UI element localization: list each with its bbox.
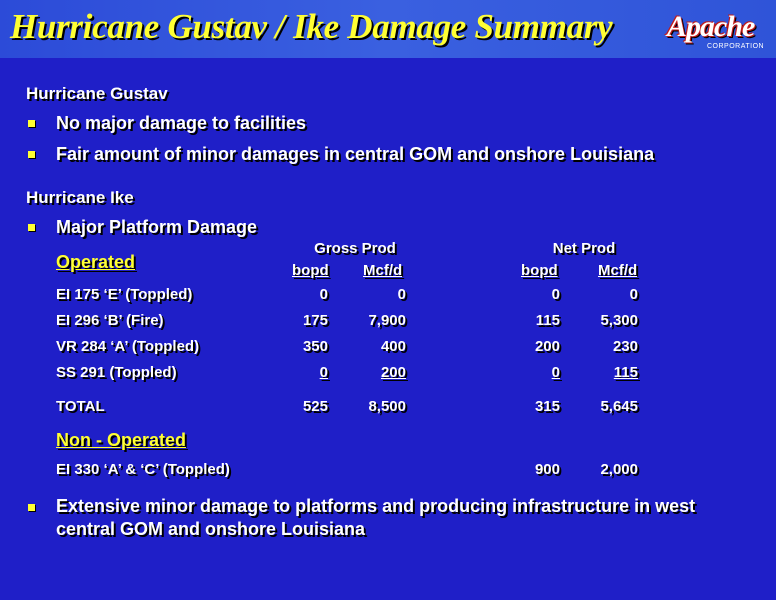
ike-heading: Hurricane Ike [26, 188, 134, 207]
col-gross-bopd: bopd [292, 262, 329, 279]
row-net-bopd: 115 [535, 312, 560, 329]
bullet-icon [28, 224, 35, 231]
bullet-icon [28, 151, 35, 158]
logo-subtitle: CORPORATION [707, 43, 765, 50]
slide-title: Hurricane Gustav / Ike Damage Summary [10, 7, 613, 46]
row-name: EI 296 ‘B’ (Fire) [56, 312, 164, 329]
non-operated-net-mcfd: 2,000 [600, 461, 638, 478]
row-net-bopd-cell [500, 364, 560, 381]
title-bar [0, 0, 776, 58]
row-name: EI 175 ‘E’ (Toppled) [56, 286, 193, 303]
row-net-mcfd: 5,300 [600, 312, 638, 329]
row-net-bopd: 200 [534, 338, 560, 355]
row-gross-mcfd: 200 [380, 364, 406, 381]
gustav-bullet-2: Fair amount of minor damages in central GOM and onshore Louisiana [56, 144, 655, 164]
non-operated-net-bopd: 900 [534, 461, 560, 478]
row-name: SS 291 (Toppled) [56, 364, 177, 381]
total-label: TOTAL [56, 398, 105, 415]
non-operated-row-name: EI 330 ‘A’ & ‘C’ (Toppled) [56, 461, 230, 478]
ike-bullet-major: Major Platform Damage [56, 217, 258, 237]
ike-bullet-extensive-line-1: Extensive minor damage to platforms and producing infrastructure in west [56, 496, 696, 516]
bullet-icon [28, 504, 35, 511]
row-net-mcfd-cell [568, 364, 638, 381]
col-net-mcfd: Mcf/d [598, 262, 638, 279]
row-net-mcfd: 230 [612, 338, 638, 355]
gross-prod-header: Gross Prod [314, 240, 396, 257]
row-gross-bopd: 0 [319, 364, 328, 381]
row-gross-mcfd-cell [336, 364, 406, 381]
operated-label: Operated [56, 252, 136, 272]
col-net-bopd: bopd [521, 262, 558, 279]
ike-bullet-extensive-line-2: central GOM and onshore Louisiana [56, 519, 366, 539]
row-gross-mcfd: 0 [397, 286, 406, 303]
row-net-bopd: 0 [551, 364, 560, 381]
total-net-mcfd: 5,645 [600, 398, 638, 415]
row-gross-mcfd: 7,900 [368, 312, 406, 329]
total-gross-bopd: 525 [302, 398, 328, 415]
row-name: VR 284 ‘A’ (Toppled) [56, 338, 200, 355]
row-gross-mcfd: 400 [380, 338, 406, 355]
row-net-mcfd: 115 [613, 364, 638, 381]
row-gross-bopd: 175 [302, 312, 328, 329]
row-gross-bopd: 0 [319, 286, 328, 303]
logo-wordmark: Apache [667, 10, 755, 43]
col-gross-mcfd: Mcf/d [363, 262, 403, 279]
row-gross-bopd-cell [268, 364, 328, 381]
row-net-mcfd: 0 [629, 286, 638, 303]
row-net-bopd: 0 [551, 286, 560, 303]
gustav-heading: Hurricane Gustav [26, 84, 168, 103]
bullet-icon [28, 120, 35, 127]
total-gross-mcfd: 8,500 [368, 398, 406, 415]
net-prod-header: Net Prod [552, 240, 616, 257]
gustav-bullet-1: No major damage to facilities [56, 113, 307, 133]
row-gross-bopd: 350 [302, 338, 328, 355]
apache-logo [667, 10, 771, 52]
non-operated-label: Non - Operated [56, 430, 187, 450]
total-net-bopd: 315 [534, 398, 560, 415]
